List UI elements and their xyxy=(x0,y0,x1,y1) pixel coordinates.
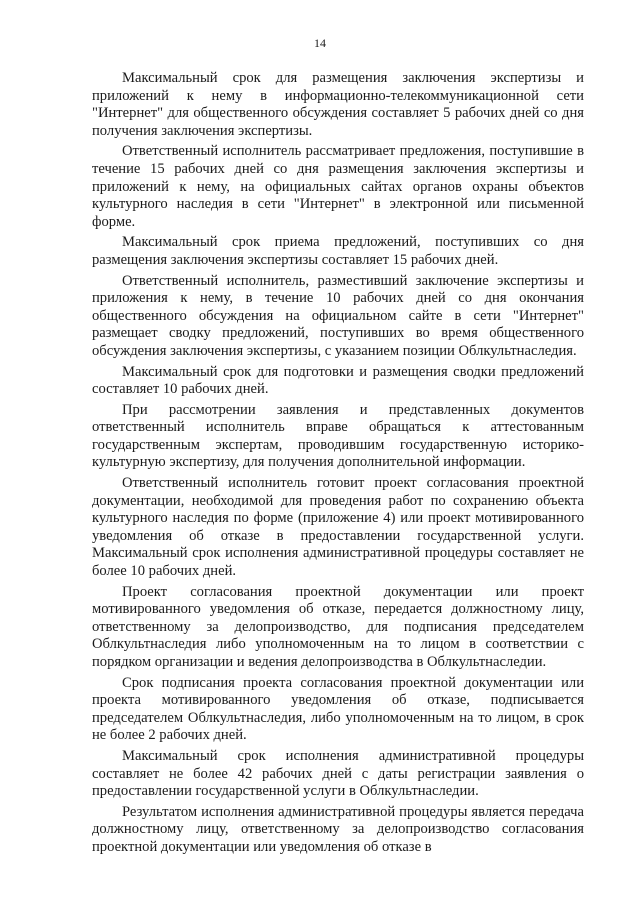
paragraph: Максимальный срок для размещения заключения экспертизы и приложений к нему в информационно-телекоммуникационной сети "Интернет" для общественного обсуждения составляет 5 рабочих дней со дня получения заключения экспертизы. xyxy=(92,70,584,139)
document-body xyxy=(92,70,584,860)
paragraph: Ответственный исполнитель, разместивший заключение экспертизы и приложения к нему, в течение 10 рабочих дней со дня окончания общественного обсуждения на официальном сайте в сети "Интернет" размещает сводку предложений, поступивших во время общественного обсуждения заключения экспертизы, с указанием позиции Облкультнаследия. xyxy=(92,272,584,359)
paragraph: При рассмотрении заявления и представленных документов ответственный исполнитель вправе обращаться к аттестованным государственным экспертам, проводившим государственную историко-культурную экспертизу, для получения дополнительной информации. xyxy=(92,401,584,471)
paragraph: Максимальный срок исполнения административной процедуры составляет не более 42 рабочих дней с даты регистрации заявления о предоставлении государственной услуги в Облкультнаследии. xyxy=(92,747,584,800)
paragraph: Проект согласования проектной документации или проект мотивированного уведомления об отказе, передается должностному лицу, ответственному за делопроизводство, для подписания председателем Облкультнаследия либо уполномоченным на то лицом в соответствии с порядком организации и ведения делопроизводства в Облкультнаследии. xyxy=(92,583,584,670)
paragraph: Результатом исполнения административной процедуры является передача должностному лицу, ответственному за делопроизводство согласования проектной документации или уведомления об отказе в xyxy=(92,803,584,855)
paragraph: Ответственный исполнитель готовит проект согласования проектной документации, необходимой для проведения работ по сохранению объекта культурного наследия по форме (приложение 4) или проект мотивированного уведомления об отказе в предоставлении государственной услуги. Максимальный срок исполнения административной процедуры составляет не более 10 рабочих дней. xyxy=(92,475,584,580)
page-number: 14 xyxy=(314,36,326,50)
paragraph: Максимальный срок приема предложений, поступивших со дня размещения заключения экспертизы составляет 15 рабочих дней. xyxy=(92,234,584,268)
paragraph: Максимальный срок для подготовки и размещения сводки предложений составляет 10 рабочих дней. xyxy=(92,363,584,398)
paragraph: Ответственный исполнитель рассматривает предложения, поступившие в течение 15 рабочих дней со дня размещения заключения экспертизы и приложений к нему, на официальных сайтах органов охраны объектов культурного наследия в сети "Интернет" в электронной или письменной форме. xyxy=(92,143,584,230)
paragraph: Срок подписания проекта согласования проектной документации или проекта мотивированного уведомления об отказе, подписывается председателем Облкультнаследия, либо уполномоченным на то лицом, в срок не более 2 рабочих дней. xyxy=(92,674,584,744)
